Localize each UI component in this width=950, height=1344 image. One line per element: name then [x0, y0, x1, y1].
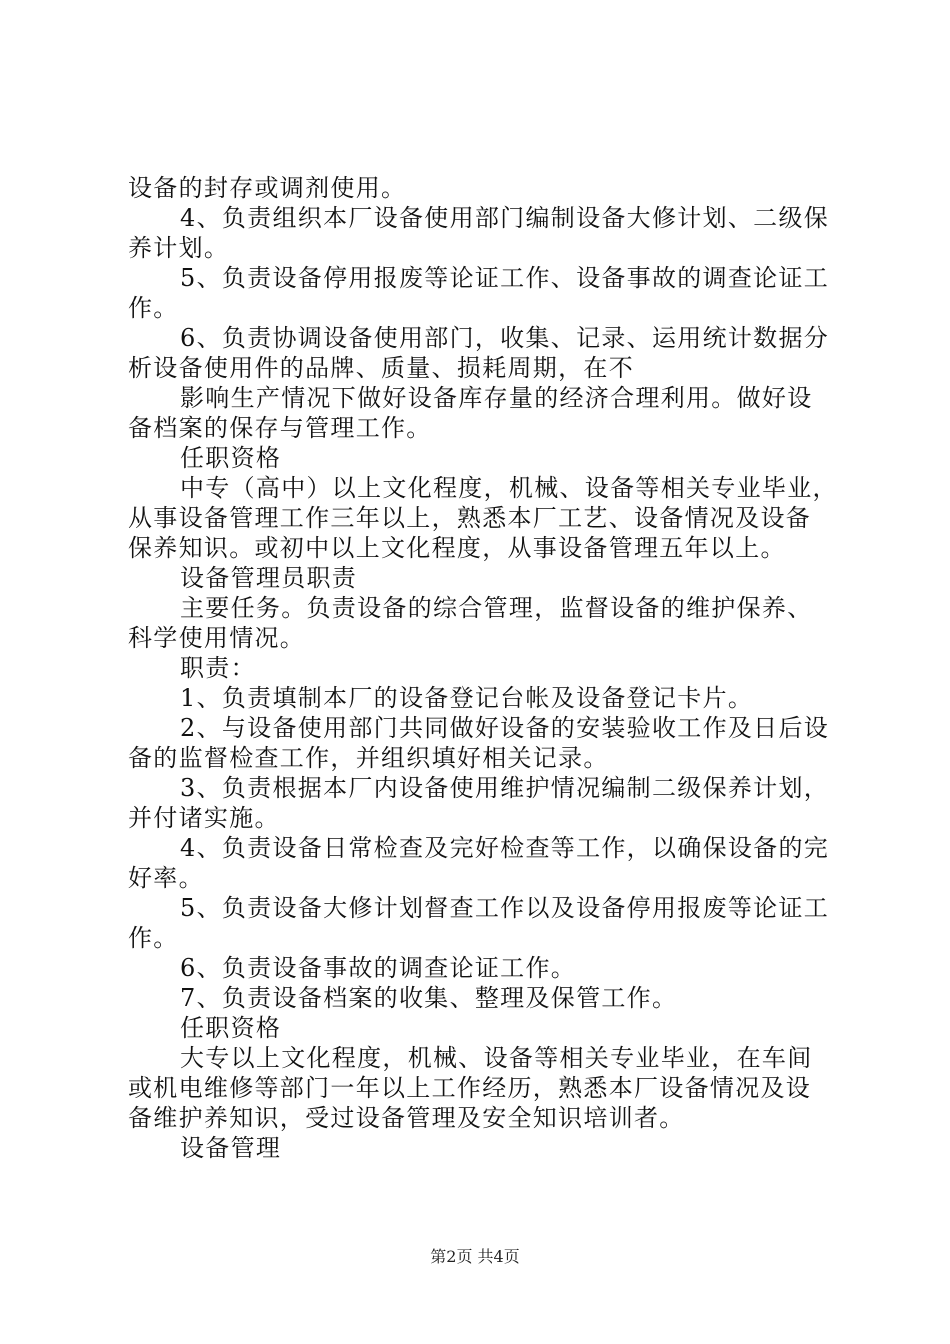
- text-line: 1、负责填制本厂的设备登记台帐及设备登记卡片。: [180, 684, 754, 712]
- text-line: 主要任务。负责设备的综合管理，监督设备的维护保养、: [180, 594, 813, 622]
- page-number-footer: 第2页 共4页: [430, 1247, 520, 1266]
- text-line: 中专（高中）以上文化程度，机械、设备等相关专业毕业，: [180, 474, 838, 502]
- text-line: 并付诸实施。: [128, 804, 280, 832]
- section-heading: 设备管理: [180, 1134, 282, 1162]
- text-line: 或机电维修等部门一年以上工作经历，熟悉本厂设备情况及设: [128, 1074, 812, 1102]
- document-body: [128, 173, 838, 1163]
- text-line: 备的监督检查工作，并组织填好相关记录。: [128, 744, 609, 772]
- text-line: 6、负责设备事故的调查论证工作。: [180, 954, 577, 982]
- text-line: 作。: [128, 924, 179, 952]
- text-line: 7、负责设备档案的收集、整理及保管工作。: [180, 984, 678, 1012]
- text-line: 保养知识。或初中以上文化程度，从事设备管理五年以上。: [128, 534, 786, 562]
- text-line: 好率。: [128, 864, 204, 892]
- text-line: 4、负责设备日常检查及完好检查等工作，以确保设备的完: [180, 834, 830, 862]
- text-line: 2、与设备使用部门共同做好设备的安装验收工作及日后设: [180, 714, 830, 742]
- text-line: 设备的封存或调剂使用。: [128, 174, 407, 202]
- text-line: 职责：: [180, 654, 256, 682]
- text-line: 备维护养知识，受过设备管理及安全知识培训者。: [128, 1104, 685, 1132]
- text-line: 养计划。: [128, 234, 230, 262]
- section-heading: 设备管理员职责: [180, 564, 358, 592]
- text-line: 5、负责设备大修计划督查工作以及设备停用报废等论证工: [180, 894, 830, 922]
- text-line: 从事设备管理工作三年以上，熟悉本厂工艺、设备情况及设备: [128, 504, 812, 532]
- text-line: 作。: [128, 294, 179, 322]
- text-line: 科学使用情况。: [128, 624, 306, 652]
- text-line: 4、负责组织本厂设备使用部门编制设备大修计划、二级保: [180, 204, 830, 232]
- text-line: 大专以上文化程度，机械、设备等相关专业毕业，在车间: [180, 1044, 813, 1072]
- text-line: 影响生产情况下做好设备库存量的经济合理利用。做好设: [180, 384, 813, 412]
- text-line: 备档案的保存与管理工作。: [128, 414, 432, 442]
- text-line: 析设备使用件的品牌、质量、损耗周期，在不: [128, 354, 634, 382]
- section-heading: 任职资格: [180, 444, 282, 472]
- section-heading: 任职资格: [180, 1014, 282, 1042]
- text-line: 5、负责设备停用报废等论证工作、设备事故的调查论证工: [180, 264, 830, 292]
- text-line: 3、负责根据本厂内设备使用维护情况编制二级保养计划，: [180, 774, 830, 802]
- text-line: 6、负责协调设备使用部门，收集、记录、运用统计数据分: [180, 324, 830, 352]
